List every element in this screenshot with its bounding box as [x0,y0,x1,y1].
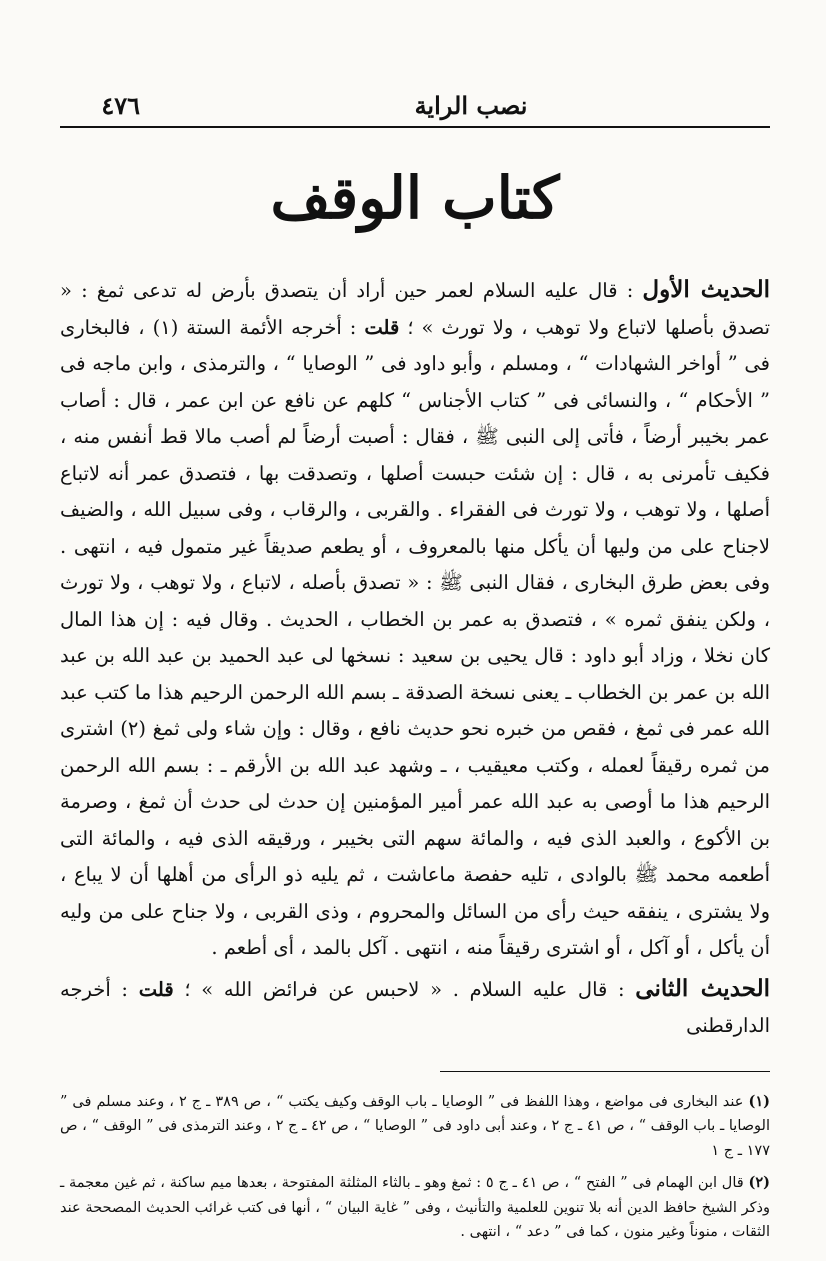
hadith-1-qulit: قلت [364,315,400,339]
hadith-2-qulit: قلت [138,977,174,1001]
hadith-1 [60,272,770,967]
footnote-1 [60,1090,770,1164]
book-page [60,80,770,1253]
footnote-2 [60,1171,770,1245]
hadith-2-text: : قال عليه السلام . « لاحبس عن فرائض الله » ؛ [184,977,625,1001]
hadith-1-text: : قال عليه السلام لعمر حين أراد أن يتصدق بأرض له تدعى ثمغ : « تصدق بأصلها لاتباع ولا توهب ، ولا تورث » ؛ [60,279,770,339]
header-rule [60,126,770,128]
footnote-1-number: (١) [748,1092,771,1110]
footnote-separator [440,1071,770,1072]
footnote-1-text: عند البخارى فى مواضع ، وهذا اللفظ فى ” الوصايا ـ باب الوقف وكيف يكتب “ ، ص ٣٨٩ ـ ج ٢ ، وعند مسلم فى ” الوصايا ـ باب الوقف “ ، ص ٤١ ـ ج ٢ ، وعند أبى داود فى ” الوصايا “ ، ص ٤٢ ـ ج ٢ ، وعند الترمذى فى ” الوقف “ ، ص ١٧٧ ـ ج ١ [60,1093,770,1159]
footnote-2-text: قال ابن الهمام فى ” الفتح “ ، ص ٤١ ـ ج ٥ : ثمغ وهو ـ بالثاء المثلثة المفتوحة ، بعدها ميم ساكنة ، ثم غين معجمة ـ وذكر الشيخ حافظ الدين أنه بلا تنوين للعلمية والتأنيث ، وفى ” غاية البيان “ ، أنها فى كتب غرائب الحديث المصححة عند الثقات ، منوناً وغير منون ، كما فى ” دعد “ ، انتهى . [60,1175,770,1240]
main-text [60,272,770,1045]
chapter-title: كتاب الوقف [270,164,560,232]
hadith-2-commentary: : أخرجه الدارقطنى [60,977,770,1037]
footnote-2-number: (٢) [748,1174,771,1191]
footnotes [60,1090,770,1245]
hadith-1-lead: الحديث الأول [642,276,771,303]
running-title: نصب الراية [414,91,528,120]
hadith-1-commentary: : أخرجه الأئمة الستة (١) ، فالبخارى فى ” أواخر الشهادات “ ، ومسلم ، وأبو داود فى ” الوصايا “ ، والترمذى ، وابن ماجه فى ” الأحكام “ ، والنسائى فى ” كتاب الأجناس “ كلهم عن نافع عن ابن عمر ، قال : أصاب عمر بخيبر أرضاً ، فأتى إلى النبى ﷺ ، فقال : أصبت أرضاً لم أصب مالا قط أنفس منه ، فكيف تأمرنى به ، قال : إن شئت حبست أصلها ، وتصدقت بها ، فتصدق عمر أنه لاتباع أصلها ، ولا توهب ، ولا تورث فى الفقراء . والقربى ، والرقاب ، وفى سبيل الله ، والضيف لاجناح على من وليها أن يأكل منها بالمعروف ، أو يطعم صديقاً غير متمول فيه ، انتهى . وفى بعض طرق البخارى ، فقال النبى ﷺ : « تصدق بأصله ، لاتباع ، ولا توهب ، ولا تورث ، ولكن ينفق ثمره » ، فتصدق به عمر بن الخطاب ، الحديث . وقال فيه : إن هذا المال كان نخلا ، وزاد أبو داود : قال يحيى بن سعيد : نسخها لى عبد الحميد بن عبد الله بن عبد الله بن عمر بن الخطاب ـ يعنى نسخة الصدقة ـ بسم الله الرحمن الرحيم هذا ما كتب عبد الله عمر فى ثمغ ، فقص من خبره نحو حديث نافع ، وقال : وإن شاء ولى ثمغ (٢) اشترى من ثمره رقيقاً لعمله ، وكتب معيقيب ، ـ وشهد عبد الله بن الأرقم ـ : بسم الله الرحمن الرحيم هذا ما أوصى به عبد الله عمر أمير المؤمنين إن حدث لى حدث أن ثمغ ، وصرمة بن الأكوع ، والعبد الذى فيه ، والمائة سهم التى بخيبر ، ورقيقه الذى فيه ، والمائة التى أطعمه محمد ﷺ بالوادى ، تليه حفصة ماعاشت ، ثم يليه ذو الرأى من أهلها أن لا يباع ، ولا يشترى ، ينفقه حيث رأى من السائل والمحروم ، وذى القربى ، ولا جناح على من وليه أن يأكل ، أو آكل ، أو اشترى رقيقاً منه ، انتهى . آكل بالمد ، أى أطعم . [60,315,770,959]
hadith-2 [60,971,770,1045]
page-header [60,80,770,120]
hadith-2-lead: الحديث الثانى [635,974,771,1002]
page-number: ٤٧٦ [101,91,140,120]
